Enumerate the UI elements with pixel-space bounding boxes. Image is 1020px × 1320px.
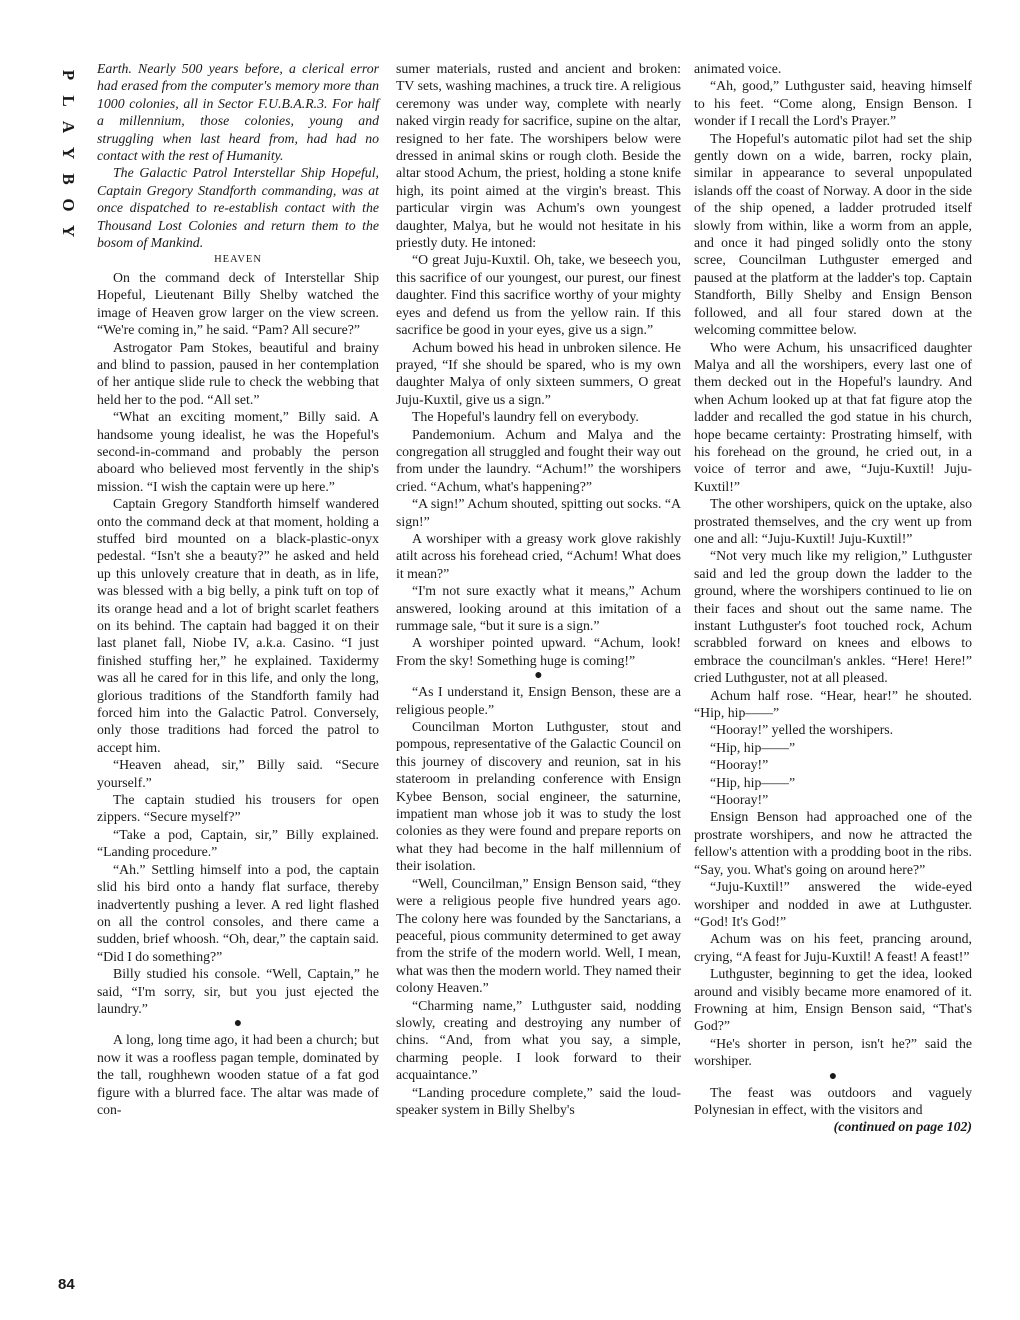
paragraph: “Ah.” Settling himself into a pod, the captain slid his bird onto a handy flat surface, thereby inadvertently pushing a lever. A red light flashed on all the control consoles, and there came a sudden, brief whoosh. “Oh, dear,” the captain said. “Did I do something?” bbox=[97, 861, 379, 964]
paragraph: “Landing procedure complete,” said the loud-speaker system in Billy Shelby's bbox=[396, 1084, 681, 1117]
section-break-bullet: ● bbox=[233, 1016, 243, 1032]
paragraph: “Take a pod, Captain, sir,” Billy explained. “Landing procedure.” bbox=[97, 826, 379, 860]
paragraph: The feast was outdoors and vaguely Polynesian in effect, with the visitors and bbox=[694, 1084, 972, 1117]
paragraph: Billy studied his console. “Well, Captain,” he said, “I'm sorry, sir, but you just ejected the laundry.” bbox=[97, 966, 379, 1016]
masthead-letter: O bbox=[59, 198, 78, 212]
masthead-letter: L bbox=[59, 95, 78, 107]
masthead-letter: B bbox=[59, 173, 78, 185]
paragraph: Councilman Morton Luthguster, stout and pompous, representative of the Galactic Council on this journey of discovery and reunion, sat in his stateroom in prelanding conference with Ensign Kybee Benson, social engineer, the saturnine, impatient man whose job it was to study the lost colonies as they were found and prepare reports on what they had become in the half millennium of their isolation. bbox=[396, 719, 681, 874]
magazine-masthead bbox=[50, 62, 78, 244]
intro-paragraph: The Galactic Patrol Interstellar Ship Hopeful, Captain Gregory Standforth commanding, was at once dispatched to re-establish contact with the Thousand Lost Colonies and return them to the bosom of Mankind. bbox=[97, 165, 379, 251]
paragraph: “I'm not sure exactly what it means,” Achum answered, looking around at this imitation of a rummage sale, “but it sure is a sign.” bbox=[396, 583, 681, 633]
paragraph: Luthguster, beginning to get the idea, looked around and visibly became more enamored of it. Frowning at him, Ensign Benson said, “That's God?” bbox=[694, 966, 972, 1034]
paragraph: “Hooray!” bbox=[710, 757, 769, 773]
paragraph: “Hip, hip——” bbox=[710, 739, 796, 755]
paragraph: A worshiper with a greasy work glove rakishly atilt across his forehead cried, “Achum! What does it mean?” bbox=[396, 530, 681, 581]
paragraph: “Well, Councilman,” Ensign Benson said, “they were a religious people five hundred years ago. The colony here was founded by the Sanctarians, a peaceful, pious community determined to get away from the strife of the modern world. Well, I mean, what was then the modern world. They named their colony Heaven.” bbox=[396, 875, 681, 996]
section-break-bullet: ● bbox=[828, 1068, 838, 1084]
paragraph: “Hooray!” yelled the worshipers. bbox=[710, 722, 894, 738]
page-number: 84 bbox=[58, 1276, 75, 1293]
paragraph: Ensign Benson had approached one of the prostrate worshipers, and now he attracted the fellow's attention with a prodding boot in the ribs. “Say, you. What's going on around here?” bbox=[694, 809, 972, 877]
section-break-bullet: ● bbox=[534, 668, 543, 684]
section-heading: HEAVEN bbox=[214, 254, 262, 266]
column-2 bbox=[396, 60, 681, 1118]
paragraph: sumer materials, rusted and ancient and broken: TV sets, washing machines, a truck tire. A religious ceremony was under way, complete with nearly naked virgin ready for sacrifice, supine on the altar, resigned to her fate. The worshipers below were dressed in animal skins or rough cloth. Beside the altar stood Achum, the priest, holding a stone knife high, its point aimed at the virgin's breast. This particular virgin was Achum's own youngest daughter, Malya, but he would not hesitate in his priestly duty. He intoned: bbox=[396, 61, 681, 251]
paragraph: Captain Gregory Standforth himself wandered onto the command deck at that moment, holding a stuffed bird mounted on a black-plastic-onyx pedestal. “Isn't she a beauty?” he asked and held up this unlovely creature that in death, as in life, was blessed with a big belly, a pink tuft on top of its orange head and a lot of bright scarlet feathers on its behind. The captain had bagged it on their last planet fall, Niobe IV, a.k.a. Casino. “I just finished stuffing her,” he explained. Taxidermy was all he cared for in this life, and only the long, glorious traditions of the Standforth family had forced him into the Galactic Patrol. Conversely, only those traditions had forced the patrol to accept him. bbox=[97, 496, 379, 755]
masthead-letter: Y bbox=[59, 224, 78, 238]
paragraph: “A sign!” Achum shouted, spitting out socks. “A sign!” bbox=[396, 496, 681, 529]
paragraph: Astrogator Pam Stokes, beautiful and brainy and blind to passion, paused in her contemplation of her antique slide rule to check the webbing that held her to the pod. “All set.” bbox=[97, 339, 379, 407]
paragraph: “Hip, hip——” bbox=[710, 774, 796, 790]
paragraph: The Hopeful's automatic pilot had set the ship gently down on a wide, barren, rocky plain, similar in appearance to several unpopulated islands off the coast of Norway. A door in the side of the ship opened, a ladder protruded itself slowly from within, like a worm from an apple, and once it had pinged solidly onto the stony scree, Councilman Luthguster emerged and paused at the platform at the ladder's top. Captain Standforth, Billy Shelby and Ensign Benson followed, and all four stared down at the welcoming committee below. bbox=[694, 130, 972, 338]
paragraph: “Ah, good,” Luthguster said, heaving himself to his feet. “Come along, Ensign Benson. I wonder if I recall the Lord's Prayer.” bbox=[694, 78, 972, 129]
column-3-paragraphs-a bbox=[694, 60, 972, 1070]
paragraph: Achum half rose. “Hear, hear!” he shouted. “Hip, hip——” bbox=[694, 687, 972, 721]
column-1 bbox=[97, 60, 379, 1118]
masthead-letter: Y bbox=[59, 146, 78, 160]
paragraph: Pandemonium. Achum and Malya and the congregation all struggled and fought their way out from under the laundry. “Achum!” the worshipers cried. “Achum, what's happening?” bbox=[396, 426, 681, 494]
paragraph: On the command deck of Interstellar Ship Hopeful, Lieutenant Billy Shelby watched the image of Heaven grow larger on the view screen. “We're coming in,” he said. “Pam? All secure?” bbox=[97, 269, 379, 338]
column-3 bbox=[694, 60, 972, 1136]
paragraph: Achum bowed his head in unbroken silence. He prayed, “If she should be spared, who is my own daughter Malya of only sixteen summers, O great Juju-Kuxtil, give us a sign.” bbox=[396, 339, 681, 407]
paragraph: animated voice. bbox=[694, 61, 782, 76]
paragraph: “As I understand it, Ensign Benson, these are a religious people.” bbox=[396, 684, 681, 717]
paragraph: A worshiper pointed upward. “Achum, look! From the sky! Something huge is coming!” bbox=[396, 635, 681, 668]
paragraph: A long, long time ago, it had been a church; but now it was a roofless pagan temple, dominated by the tall, roughhewn wooden statue of a fat god figure with a blurred face. The altar was made of con- bbox=[97, 1032, 379, 1117]
paragraph: “What an exciting moment,” Billy said. A handsome young idealist, he was the Hopeful's second-in-command and probably the person aboard who believed most fervently in the ship's mission. “I wish the captain were up here.” bbox=[97, 409, 379, 494]
masthead-letter: A bbox=[59, 120, 78, 134]
column-2-paragraphs-a bbox=[396, 60, 681, 669]
paragraph: Achum was on his feet, prancing around, crying, “A feast for Juju-Kuxtil! A feast! A feast!” bbox=[694, 931, 972, 964]
intro-text bbox=[97, 60, 379, 251]
paragraph: The captain studied his trousers for open zippers. “Secure myself?” bbox=[97, 792, 379, 825]
paragraph: “Heaven ahead, sir,” Billy said. “Secure yourself.” bbox=[97, 757, 379, 790]
intro-paragraph: Earth. Nearly 500 years before, a clerical error had erased from the computer's memory more than 1000 colonies, all in Sector F.U.B.A.R.3. For half a millennium, those colonies, young and struggling when last heard from, had had no contact with the rest of Humanity. bbox=[97, 61, 379, 164]
paragraph: “O great Juju-Kuxtil. Oh, take, we beseech you, this sacrifice of our youngest, our purest, our finest daughter. Find this sacrifice worthy of your mighty eyes and defend us from the yellow rain. If this sacrifice be good in your eyes, give us a sign.” bbox=[396, 252, 681, 338]
paragraph: “Juju-Kuxtil!” answered the wide-eyed worshiper and nodded in awe at Luthguster. “God! It's God!” bbox=[694, 879, 972, 929]
paragraph: “Not very much like my religion,” Luthguster said and led the group down the ladder to the ground, where the worshipers continued to lie on their faces and shout out the same name. The instant Luthguster's foot touched rock, Achum scrabbled forward on knees and elbows to embrace the councilman's ankles. “Here! Here!” cried Luthguster, not at all pleased. bbox=[694, 548, 972, 686]
continued-note: (continued on page 102) bbox=[833, 1119, 972, 1135]
paragraph: “Hooray!” bbox=[710, 792, 769, 808]
paragraph: The other worshipers, quick on the uptake, also prostrated themselves, and the cry went up from one and all: “Juju-Kuxtil! Juju-Kuxtil!” bbox=[694, 496, 972, 546]
paragraph: The Hopeful's laundry fell on everybody. bbox=[412, 409, 639, 425]
paragraph: Who were Achum, his unsacrificed daughter Malya and all the worshipers, every last one of them decked out in the Hopeful's laundry. And when Achum looked up at that fat figure atop the ladder and recalled the god statue in his church, hope became certainty: Prostrating himself, with his forehead on the ground, he cried out, in a voice of terror and awe, “Juju-Kuxtil! Juju-Kuxtil!” bbox=[694, 339, 972, 494]
column-3-paragraphs-b bbox=[694, 1084, 972, 1119]
paragraph: “Charming name,” Luthguster said, nodding slowly, creating and destroying any number of chins. “And, from what you say, a simple, charming people. I look forward to their acquaintance.” bbox=[396, 997, 681, 1083]
paragraph: “He's shorter in person, isn't he?” said the worshiper. bbox=[694, 1035, 972, 1069]
column-1-paragraphs bbox=[97, 269, 379, 1017]
masthead-letter: P bbox=[59, 69, 78, 81]
column-2-paragraphs-b bbox=[396, 683, 681, 1118]
